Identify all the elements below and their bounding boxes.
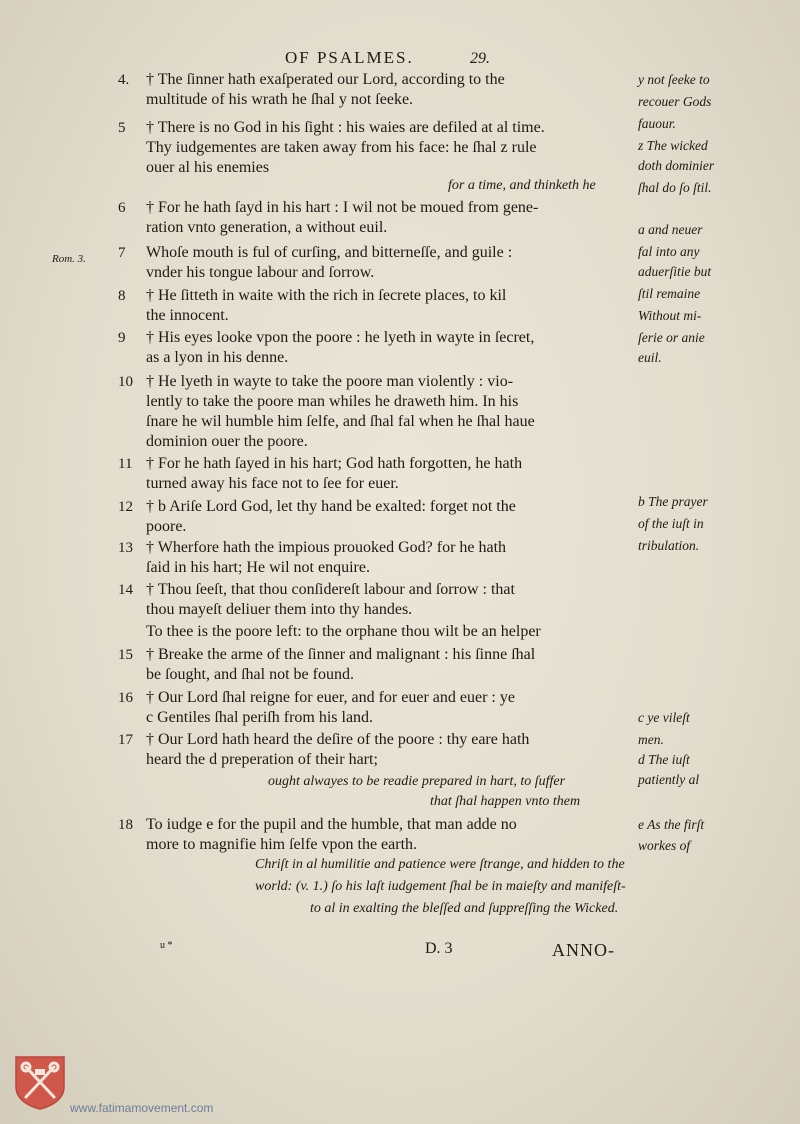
verse-text: dominion ouer the poore. — [146, 433, 308, 450]
verse-number: 17 — [118, 732, 133, 748]
margin-note: fauour. — [638, 116, 676, 131]
verse-line — [118, 708, 373, 728]
verse-text: † His eyes looke vpon the poore : he lyeth in wayte in ſecret, — [146, 329, 535, 346]
verse-text: ration vnto generation, a without euil. — [146, 219, 388, 236]
verse-line — [118, 328, 534, 348]
verse-text: † He lyeth in wayte to take the poore man violently : vio- — [146, 373, 514, 390]
verse-line — [118, 835, 417, 855]
margin-note: workes of — [638, 838, 691, 853]
verse-line — [118, 730, 529, 750]
verse-line — [118, 306, 229, 326]
verse-text: † Our Lord ſhal reigne for euer, and for euer and euer : ye — [146, 689, 515, 706]
verse-number: 6 — [118, 200, 126, 216]
header-title: OF PSALMES. — [285, 48, 414, 67]
margin-note: ſhal do ſo ſtil. — [638, 180, 712, 195]
verse-text: multitude of his wrath he ſhal y not ſeeke. — [146, 91, 414, 108]
verse-text: To iudge e for the pupil and the humble, that man adde no — [146, 816, 517, 833]
verse-text: † He ſitteth in waite with the rich in ſecrete places, to kil — [146, 287, 507, 304]
verse-text: thou mayeſt deliuer them into thy handes. — [146, 601, 413, 618]
annotation-line: world: (v. 1.) ſo his laſt iudgement ſhal be in maieſty and manifeſt- — [255, 879, 626, 894]
verse-line — [118, 538, 506, 558]
verse-line — [118, 432, 308, 452]
verse-text: vnder his tongue labour and ſorrow. — [146, 264, 375, 281]
margin-note: patiently al — [638, 772, 700, 787]
verse-line — [118, 118, 545, 138]
verse-line — [118, 198, 538, 218]
verse-line — [118, 243, 512, 263]
watermark-url[interactable]: www.fatimamovement.com — [70, 1101, 214, 1115]
margin-note: d The iuſt — [638, 752, 690, 767]
verse-number: 9 — [118, 330, 126, 346]
margin-note: doth dominier — [638, 158, 715, 173]
verse-number: 11 — [118, 456, 133, 472]
verse-text: as a lyon in his denne. — [146, 349, 289, 366]
verse-line — [118, 218, 387, 238]
verse-text: heard the d preperation of their hart; — [146, 751, 378, 768]
footer-mark: u * — [160, 940, 173, 951]
verse-line — [118, 454, 522, 474]
verse-text: the innocent. — [146, 307, 229, 324]
verse-text: lently to take the poore man whiles he draweth him. In his — [146, 393, 519, 410]
verse-text: † b Ariſe Lord God, let thy hand be exalted: forget not the — [146, 498, 516, 515]
verse-line — [118, 70, 505, 90]
verse-text: † The ſinner hath exaſperated our Lord, according to the — [146, 71, 505, 88]
crossed-keys-logo-icon — [12, 1053, 68, 1111]
annotation-line: Chriſt in al humilitie and patience were ſtrange, and hidden to the — [255, 857, 625, 872]
margin-note: Without mi- — [638, 308, 702, 323]
margin-note: euil. — [638, 350, 662, 365]
margin-note: of the iuſt in — [638, 516, 704, 531]
margin-note: fal into any — [638, 244, 700, 259]
margin-note: tribulation. — [638, 538, 700, 553]
verse-line — [118, 517, 186, 537]
margin-note: men. — [638, 732, 664, 747]
verse-line — [118, 90, 413, 110]
margin-note: a and neuer — [638, 222, 703, 237]
verse-text: † Breake the arme of the ſinner and malignant : his ſinne ſhal — [146, 646, 536, 663]
verse-line — [118, 412, 535, 432]
margin-note: b The prayer — [638, 494, 708, 509]
verse-text: more to magnifie him ſelfe vpon the earth. — [146, 836, 418, 853]
verse-text: be ſought, and ſhal not be found. — [146, 666, 354, 683]
signature-mark: D. 3 — [425, 940, 453, 957]
verse-line — [118, 497, 516, 517]
margin-note: ſerie or anie — [638, 330, 705, 345]
margin-note: c ye vileſt — [638, 710, 690, 725]
verse-text: † For he hath ſayed in his hart; God hath forgotten, he hath — [146, 455, 523, 472]
margin-note: e As the firſt — [638, 817, 705, 832]
verse-line — [118, 580, 515, 600]
verse-text: poore. — [146, 518, 187, 535]
verse-text: Thy iudgementes are taken away from his face: he ſhal z rule — [146, 139, 537, 156]
margin-note: z The wicked — [638, 138, 708, 153]
verse-text: † Our Lord hath heard the deſire of the poore : thy eare hath — [146, 731, 530, 748]
verse-text: ſnare he wil humble him ſelfe, and ſhal fal when he ſhal haue — [146, 413, 535, 430]
verse-text: † Wherfore hath the impious prouoked God? for he hath — [146, 539, 507, 556]
verse-number: 13 — [118, 540, 133, 556]
running-header — [285, 48, 490, 68]
verse-line — [118, 600, 412, 620]
verse-number: 10 — [118, 374, 133, 390]
verse-text: turned away his face not to ſee for euer. — [146, 475, 399, 492]
page-number: 29. — [470, 50, 491, 67]
verse-number: 18 — [118, 817, 133, 833]
verse-line — [118, 263, 374, 283]
verse-text: † There is no God in his ſight : his waies are defiled at al time. — [146, 119, 545, 136]
verse-number: 16 — [118, 690, 133, 706]
verse-text: † Thou ſeeſt, that thou conſidereſt labour and ſorrow : that — [146, 581, 515, 598]
verse-line — [118, 815, 517, 835]
margin-note: recouer Gods — [638, 94, 712, 109]
verse-line — [118, 392, 518, 412]
verse-line — [118, 474, 399, 494]
margin-note: y not ſeeke to — [638, 72, 710, 87]
verse-text: Whoſe mouth is ful of curſing, and bitterneſſe, and guile : — [146, 244, 513, 261]
verse-line — [118, 622, 541, 642]
margin-cross-reference: Rom. 3. — [52, 253, 86, 265]
verse-text: ſaid in his hart; He wil not enquire. — [146, 559, 370, 576]
margin-note: aduerſitie but — [638, 264, 712, 279]
verse-text: To thee is the poore left: to the orphane thou wilt be an helper — [146, 623, 541, 640]
verse-line — [118, 558, 370, 578]
verse-text: † For he hath ſayd in his hart : I wil not be moued from gene- — [146, 199, 539, 216]
annotation-line: to al in exalting the bleſſed and ſuppreſſing the Wicked. — [310, 901, 619, 916]
verse-line — [118, 286, 506, 306]
verse-text: ouer al his enemies — [146, 159, 270, 176]
verse-line — [118, 372, 513, 392]
verse-line — [118, 665, 354, 685]
verse-line — [118, 750, 378, 770]
annotation-line: ought alwayes to be readie prepared in hart, to ſuffer — [268, 774, 566, 789]
margin-note: ſtil remaine — [638, 286, 701, 301]
verse-line — [118, 158, 269, 178]
verse-number: 12 — [118, 499, 133, 515]
verse-text: c Gentiles ſhal periſh from his land. — [146, 709, 374, 726]
verse-number: 14 — [118, 582, 133, 598]
verse-line — [118, 138, 537, 158]
verse-number: 8 — [118, 288, 126, 304]
verse-number: 5 — [118, 120, 126, 136]
verse-number: 7 — [118, 245, 126, 261]
verse-line — [118, 645, 535, 665]
annotation-line: that ſhal happen vnto them — [430, 794, 581, 809]
catchword: ANNO- — [552, 940, 615, 960]
annotation-line: for a time, and thinketh he — [448, 178, 596, 193]
verse-number: 15 — [118, 647, 133, 663]
verse-line — [118, 688, 515, 708]
verse-line — [118, 348, 288, 368]
verse-number: 4. — [118, 72, 130, 88]
